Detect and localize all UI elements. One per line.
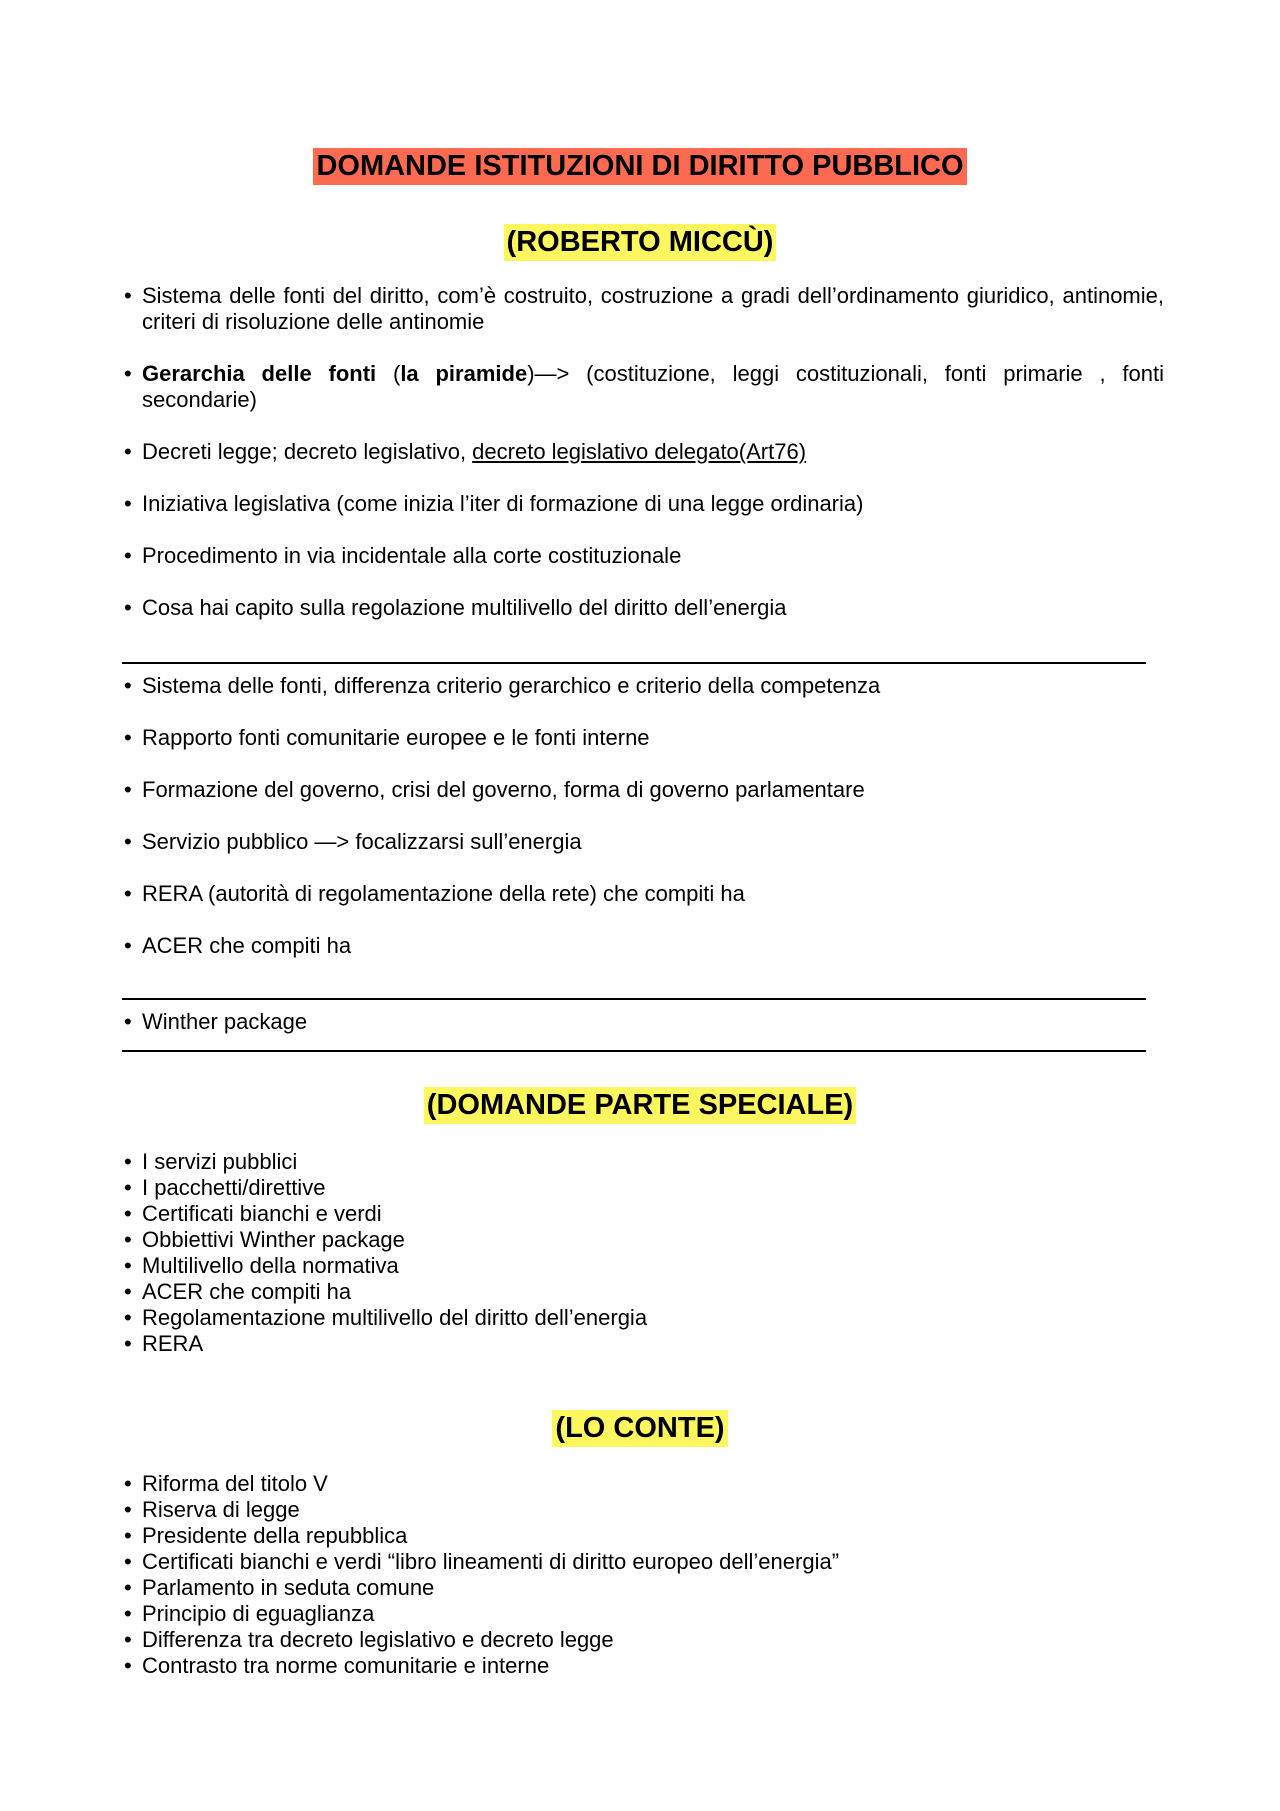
list-item: • Presidente della repubblica [124, 1523, 1164, 1549]
list-item: • Winther package [124, 1009, 1164, 1035]
list-item: • Parlamento in seduta comune [124, 1575, 1164, 1601]
question-list-micco-2 [124, 673, 1164, 985]
list-item: • I pacchetti/direttive [124, 1175, 1164, 1201]
list-item: • Rapporto fonti comunitarie europee e le fonti interne [124, 725, 1164, 751]
list-item: • Decreti legge; decreto legislativo, decreto legislativo delegato(Art76) [124, 439, 1164, 465]
section-heading-wrap [0, 224, 1280, 261]
list-item: • Sistema delle fonti del diritto, com’è costruito, costruzione a gradi dell’ordinamento giuridico, antinomie, criteri di risoluzione delle antinomie [124, 283, 1164, 335]
question-list-micco-3 [124, 1009, 1164, 1061]
list-item: • RERA (autorità di regolamentazione della rete) che compiti ha [124, 881, 1164, 907]
question-list-micco-1 [124, 283, 1164, 647]
question-list-lo-conte [124, 1471, 1164, 1679]
list-item: • Servizio pubblico —> focalizzarsi sull’energia [124, 829, 1164, 855]
list-item: • I servizi pubblici [124, 1149, 1164, 1175]
section-heading-lo-conte: (LO CONTE) [552, 1410, 727, 1447]
list-item: • Multilivello della normativa [124, 1253, 1164, 1279]
section-heading-wrap [0, 1410, 1280, 1447]
horizontal-rule [122, 1050, 1146, 1052]
list-item: • Sistema delle fonti, differenza criterio gerarchico e criterio della competenza [124, 673, 1164, 699]
list-item: • Certificati bianchi e verdi [124, 1201, 1164, 1227]
list-item: • Principio di eguaglianza [124, 1601, 1164, 1627]
document-title: DOMANDE ISTITUZIONI DI DIRITTO PUBBLICO [313, 148, 966, 185]
list-item: • Obbiettivi Winther package [124, 1227, 1164, 1253]
list-item: • ACER che compiti ha [124, 933, 1164, 959]
list-item: • Iniziativa legislativa (come inizia l’iter di formazione di una legge ordinaria) [124, 491, 1164, 517]
list-item: • Formazione del governo, crisi del governo, forma di governo parlamentare [124, 777, 1164, 803]
list-item: • Differenza tra decreto legislativo e decreto legge [124, 1627, 1164, 1653]
list-item: • Riserva di legge [124, 1497, 1164, 1523]
horizontal-rule [122, 662, 1146, 664]
list-item: • RERA [124, 1331, 1164, 1357]
horizontal-rule [122, 998, 1146, 1000]
list-item: • Certificati bianchi e verdi “libro lineamenti di diritto europeo dell’energia” [124, 1549, 1164, 1575]
section-heading-wrap [0, 1087, 1280, 1124]
section-heading-micco: (ROBERTO MICCÙ) [504, 224, 777, 261]
list-item: • Gerarchia delle fonti (la piramide)—> (costituzione, leggi costituzionali, fonti primarie , fonti secondarie) [124, 361, 1164, 413]
list-item: • Cosa hai capito sulla regolazione multilivello del diritto dell’energia [124, 595, 1164, 621]
question-list-parte-speciale [124, 1149, 1164, 1357]
list-item: • ACER che compiti ha [124, 1279, 1164, 1305]
section-heading-parte-speciale: (DOMANDE PARTE SPECIALE) [424, 1087, 856, 1124]
list-item: • Riforma del titolo V [124, 1471, 1164, 1497]
list-item: • Procedimento in via incidentale alla corte costituzionale [124, 543, 1164, 569]
list-item: • Contrasto tra norme comunitarie e interne [124, 1653, 1164, 1679]
document-title-wrap [0, 148, 1280, 185]
list-item: • Regolamentazione multilivello del diritto dell’energia [124, 1305, 1164, 1331]
underlined-text: decreto legislativo delegato(Art76) [472, 439, 807, 464]
